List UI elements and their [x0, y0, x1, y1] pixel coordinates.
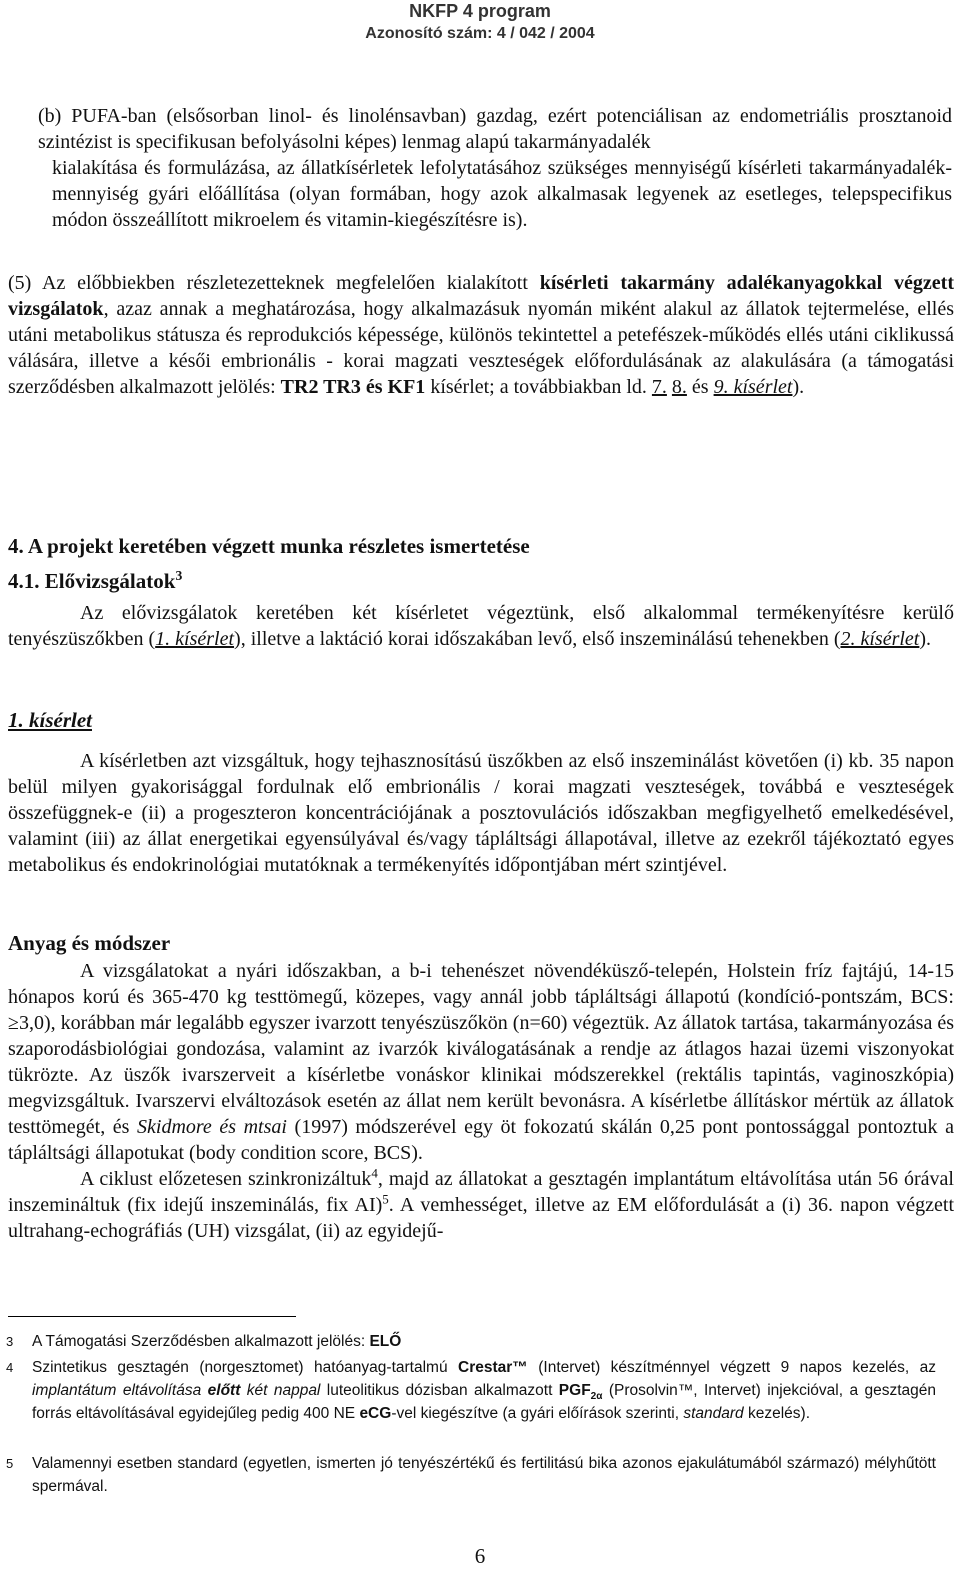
am-p1-b: ), korábban már legalább egyszer ivarzott tenyészüszőkön (n=60) végeztük. Az állatok tartása, takarmányozása és szaporodásbiológiai gondozása, valamint az ivarzók kiválogatásának a rendje az átlagos hazai üzemi viszonyokat tükrözte. Az üszők ivarszerveit a kísérletbe vonáskor klinikai módszerekkel (rektális tapintás, vaginoszkópia) megvizsgáltuk. Ivarszervi elváltozások esetén az állat nem került bevonásra. A kísérletbe állításkor mértük az állatok testtömegét, és [8, 1012, 954, 1138]
kiserlet-1-title: 1. kísérlet [8, 708, 92, 732]
am-p2-a: A ciklust előzetesen szinkronizáltuk [80, 1168, 372, 1190]
fn4-a: Szintetikus gesztagén (norgesztomet) hatóanyag-tartalmú [32, 1359, 459, 1376]
program-title: NKFP 4 program [409, 1, 551, 21]
am-p2-c: . A vemhességet, illetve az EM előfordulását a (i) 36. napon végzett ultrahang-echográfiás (UH) vizsgálat, (ii) az egyidejű- [8, 1194, 954, 1242]
kiserlet-1-paragraph: A kísérletben azt vizsgáltuk, hogy tejhasznosítású üszőkben az első inszeminálást követően (i) kb. 35 napon belül milyen gyakorisággal fordulnak elő embrionális / korai magzati veszteségek, továbbá e veszteségek összefüggnek-e (ii) a progeszteron koncentrációjának a posztovulációs időszakban megfigyelhető emelkedésével, valamint (iii) az állat energetikai egyensúlyával és/vagy tápláltsági állapotával, illetve az ezekről tájékoztató egyes metabolikus és endokrinológiai mutatóknak a termékenyítés időpontjában mért szintjével. [8, 750, 954, 876]
anyag-paragraph-1 [8, 958, 954, 1166]
fn4-std: standard [683, 1405, 744, 1422]
fn4-bold-ital: előtt [207, 1382, 241, 1399]
p5-bold2: TR2 TR3 és KF1 [280, 376, 426, 398]
page-number: 6 [474, 1544, 486, 1568]
fn4-f: kezelés). [743, 1405, 811, 1422]
fn4-b: (Intervet) készítménnyel végzett 9 napos kezelés, az [527, 1359, 936, 1376]
p5-end: ). [792, 376, 805, 398]
fn4-ital2: két nappal [240, 1382, 321, 1399]
footnote-4-marker[interactable]: 4 [371, 1165, 378, 1181]
footnote-5-number: 5 [6, 1456, 14, 1471]
anyag-modszer-body [8, 958, 954, 1244]
am-p1-c: (1997) módszerével egy öt fokozatú skálán 0,25 pont pontossággal pontoztuk a tápláltsági állapotukat (body condition score, BCS). [8, 1116, 955, 1164]
s41-text-b: ), illetve a laktáció korai időszakában levő, első inszeminálású tehenekben ( [234, 628, 841, 650]
paragraph-b-line2: kialakítása és formulázása, az állatkísérletek lefolytatásához szükséges mennyiségű kísérleti takarmányadalék-mennyiség gyári előállítása (olyan formában, hogy azok alkalmasak legyenek az esetleges, telepspecifikus módon összeállított mikroelem és vitamin-kiegészítésre is). [52, 157, 952, 231]
section-41-title [8, 568, 182, 594]
fn3-b: ELŐ [369, 1333, 402, 1350]
fn4-crestar: Crestar™ [458, 1359, 528, 1376]
fn4-pgf: PGF [558, 1382, 591, 1399]
anyag-modszer-title: Anyag és módszer [8, 931, 171, 955]
fn4-ital1: implantátum eltávolítása [32, 1382, 208, 1399]
fn4-d: (Prosolvin™, Intervet) injekcióval, a gesztagén forrás eltávolításával egyidejűleg pedig 400 NE [32, 1382, 936, 1422]
am-p1-citation: Skidmore és mtsai [137, 1116, 287, 1138]
paragraph-b-line1: (b) PUFA-ban (elsősorban linol- és linolénsavban) gazdag, ezért potenciálisan az endometriális prosztanoid szintézist is specifikusan befolyásolni képes) lenmag alapú takarmányadalék [38, 105, 952, 153]
paragraph-b [38, 103, 952, 233]
am-p2-b: , majd az állatokat a gesztagén implantátum eltávolítása után 56 órával inszemináltuk (fix idejű inszeminálás, fix AI) [8, 1168, 954, 1216]
ref-kiserlet-2-link[interactable] [840, 628, 919, 650]
fn4-pgf-sub: 2α [590, 1391, 603, 1403]
ref-kiserlet-2-label: 2. kísérlet [840, 628, 920, 650]
footnote-separator [8, 1316, 296, 1317]
fn4-ecg: eCG [359, 1405, 392, 1422]
footnote-5-marker[interactable]: 5 [382, 1191, 389, 1207]
section-41-paragraph [8, 600, 954, 652]
fn4-c: luteolitikus dózisban alkalmazott [320, 1382, 559, 1399]
footnote-3-number: 3 [6, 1334, 14, 1349]
paragraph-5 [8, 270, 954, 400]
p5-and: és [686, 376, 714, 398]
footnote-5-text: Valamennyi esetben standard (egyetlen, ismerten jó tenyészértékű és fertilitású bika azonos ejakulátumából származó) mélyhűtött spermával. [32, 1455, 936, 1495]
ref-kiserlet-1-label: 1. kísérlet [155, 628, 235, 650]
ref-9-link[interactable] [714, 376, 793, 398]
anyag-paragraph-2 [8, 1166, 954, 1244]
section-41-title-text: 4.1. Elővizsgálatok [8, 569, 176, 593]
am-p1-a: A vizsgálatokat a nyári időszakban, a b-i tehenészet növendéküsző-telepén, Holstein fríz fajtájú, 14-15 hónapos korú és 365-470 kg testtömegű, közepes, vagy annál jobb tápláltsági állapotú (kondíció-pontszám, BCS: [8, 960, 954, 1008]
project-id: Azonosító szám: 4 / 042 / 2004 [365, 25, 595, 42]
ref-kiserlet-1-link[interactable] [155, 628, 234, 650]
footnote-4-number: 4 [6, 1360, 14, 1375]
footnote-3-text [32, 1330, 936, 1353]
section-4-title: 4. A projekt keretében végzett munka részletes ismertetése [8, 534, 530, 558]
p5-bold: kísérleti takarmány adalékanyagokkal végzett vizsgálatok [8, 272, 954, 320]
p5-text-b: , azaz annak a meghatározása, hogy alkalmazásuk nyomán miként alakul az állatok tejtermelése, ellés utáni metabolikus státusza és reprodukciós képessége, különös tekintettel a petefészek-működés ellés utáni ciklikussá válására, illetve a késői embrionális - korai magzati veszteségek előfordulásának az alakulására (a támogatási szerződésben alkalmazott jelölés: [8, 298, 954, 398]
ref-8-link[interactable]: 8. [671, 376, 687, 398]
ref-7-link[interactable]: 7. [651, 376, 667, 398]
s41-text-a: Az elővizsgálatok keretében két kísérletet végeztünk, első alkalommal termékenyítésre kerülő tenyészüszőkben ( [8, 602, 954, 650]
ref-9-label: 9. kísérlet [713, 376, 793, 398]
footnote-4-text [32, 1356, 936, 1425]
footnote-3-marker[interactable]: 3 [175, 568, 183, 583]
fn4-e: -vel kiegészítve (a gyári előírások szerinti, [391, 1405, 684, 1422]
fn3-a: A Támogatási Szerződésben alkalmazott jelölés: [32, 1333, 370, 1350]
p5-text-c: kísérlet; a továbbiakban ld. [425, 376, 652, 398]
s41-text-c: ). [919, 628, 932, 650]
p5-text-a: (5) Az előbbiekben részletezetteknek megfelelően kialakított [8, 272, 540, 294]
am-p1-ge: ≥3,0 [8, 1012, 44, 1034]
